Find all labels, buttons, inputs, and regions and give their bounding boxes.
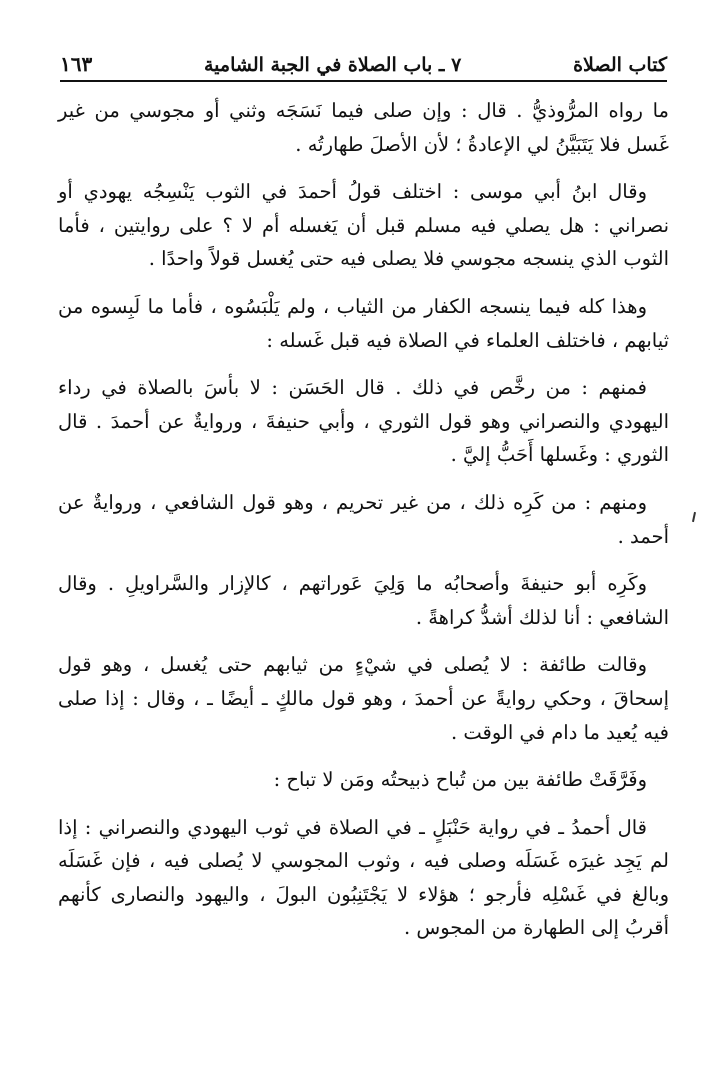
chapter-title: ٧ ـ باب الصلاة في الجبة الشامية (203, 54, 462, 76)
paragraph-6: وكَرِه أبو حنيفةَ وأصحابُه ما وَلِيَ عَوراتهم ، كالإزار والسَّراويلِ . وقال الشافعي : أنا لذلك أشدُّ كراهةً . (58, 572, 669, 629)
page-body (58, 94, 669, 959)
paragraph-5: ومنهم : من كَرِه ذلك ، من غير تحريم ، وهو قول الشافعي ، وروايةٌ عن أحمد . (58, 490, 669, 548)
paragraph-3: وهذا كله فيما ينسجه الكفار من الثياب ، ولم يَلْبَسُوه ، فأما ما لَبِسوه من ثيابهم ، فاختلف العلماء في الصلاة فيه قبل غَسله : (58, 294, 669, 352)
page-number: ١٦٣ (60, 52, 93, 76)
paragraph-8: وفَرَّقَتْ طائفة بين من تُباح ذبيحتُه ومَن لا تباح : (273, 768, 647, 792)
paragraph-9: قال أحمدُ ـ في رواية حَنْبَلٍ ـ في الصلاة في ثوب اليهودي والنصراني : إذا لم يَجِد غيرَه غَسَلَه وصلى فيه ، وثوب المجوسي لا يُصلى فيه ، فإن غَسَلَه وبالغ في غَسْلِه فأرجو ؛ هؤلاء لا يَجْتَنِبُون البولَ ، واليهود والنصارى كأنهم أقربُ إلى الطهارة من المجوس . (58, 815, 669, 940)
paragraph-7: وقالت طائفة : لا يُصلى في شيْءٍ من ثيابهم حتى يُغسل ، وهو قول إسحاقَ ، وحكي روايةً عن أحمدَ ، وهو قول مالكٍ ـ أيضًا ـ ، وقال : إذا صلى فيه يُعيد ما دام في الوقت . (58, 653, 669, 744)
paragraph-4: فمنهم : من رخَّص في ذلك . قال الحَسَن : لا بأسَ بالصلاة في رداء اليهودي والنصراني وهو قول الثوري ، وأبي حنيفةَ ، وروايةٌ عن أحمدَ . قال الثوري : وغَسلها أَحَبُّ إليَّ . (58, 376, 669, 467)
book-title: كتاب الصلاة (573, 54, 667, 76)
running-header (60, 50, 667, 82)
margin-mark (692, 512, 696, 522)
paragraph-2: وقال ابنُ أبي موسى : اختلف قولُ أحمدَ في الثوب يَنْسِجُه يهودي أو نصراني : هل يصلي فيه مسلم قبل أن يَغسله أم لا ؟ على روايتين ، فأما الثوب الذي ينسجه مجوسي فلا يصلى فيه حتى يُغسل قولاً واحدًا . (58, 180, 669, 271)
paragraph-1: ما رواه المرُّوذيُّ . قال : وإن صلى فيما نَسَجَه وثني أو مجوسي من غير غَسل فلا يَتَبَيَّنُ لي الإعادةُ ؛ لأن الأصلَ طهارتُه . (58, 99, 669, 156)
